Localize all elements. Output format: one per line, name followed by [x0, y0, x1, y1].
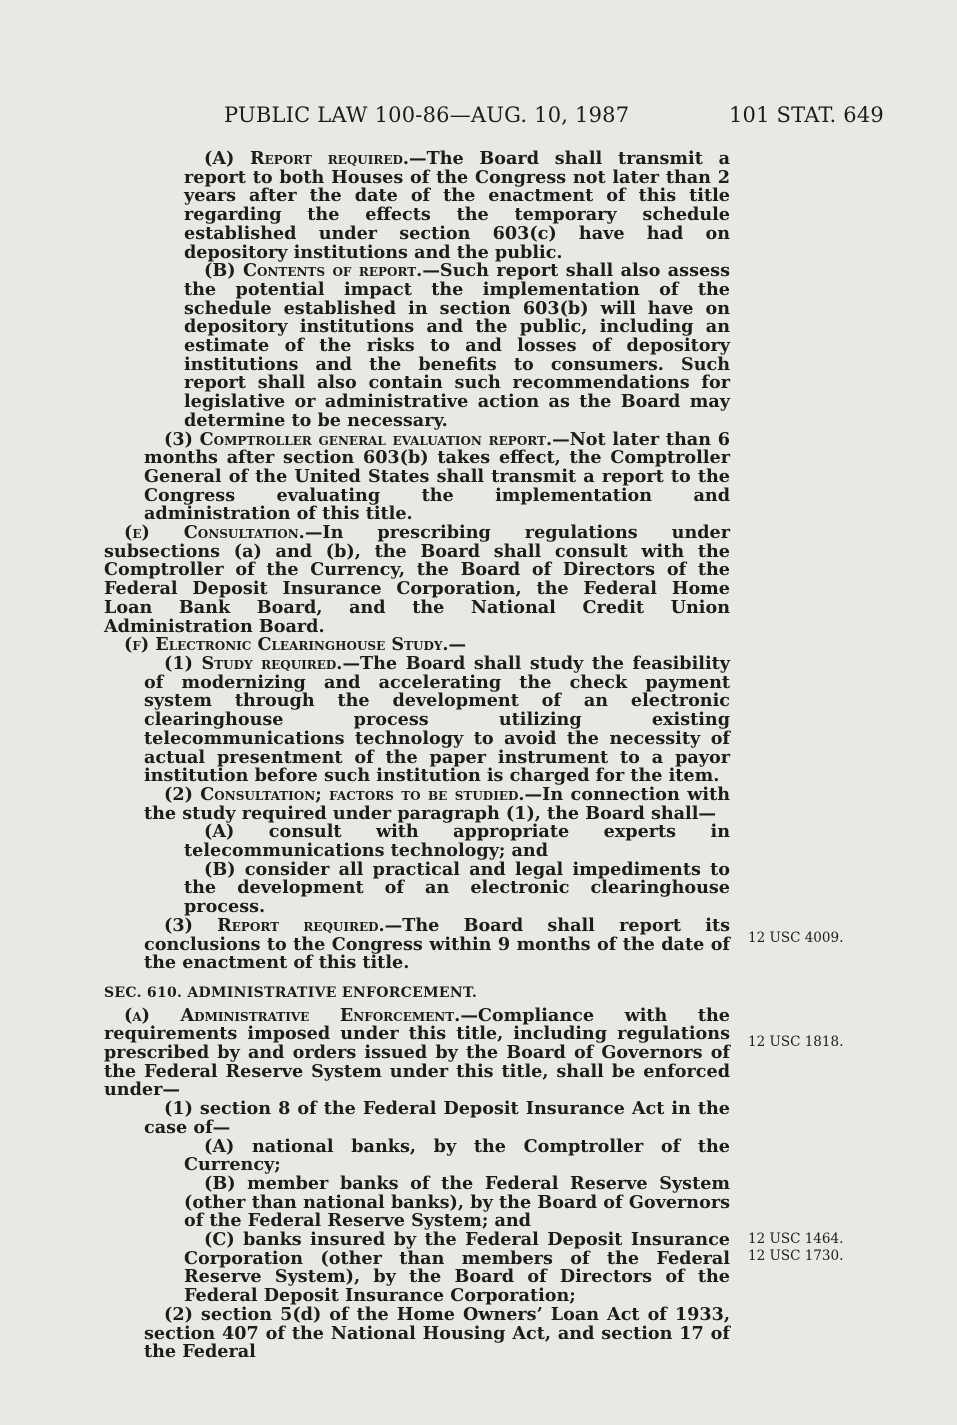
paragraph-1-fdic-act: (1) section 8 of the Federal Deposit Insurance Act in the case of— [144, 1098, 730, 1138]
paragraph-heading: (1) Study required. [164, 652, 343, 674]
statute-body [104, 150, 730, 1362]
paragraph-heading: (2) Consultation; factors to be studied. [164, 783, 525, 805]
subparagraph-text: —Such report shall also assess the potential impact the implementation of the schedule established in section 603(b) will have on depository institutions and the public, including an estimate of the risks to and losses of depository institutions and the benefits to consumers. Such report shall also contain such recommendations for legislative or administrative action as the Board may determine to be necessary. [184, 260, 730, 431]
paragraph-text: —The Board shall study the feasibility of modernizing and accelerating the check payment system through the development of an electronic clearinghouse process utilizing existing telecommunications technology to avoid the necessity of actual presentment of the paper instrument to a payor institution before such institution is charged for the item. [144, 652, 730, 787]
subsection-text: —Compliance with the requirements imposed under this title, including regulations prescribed by and orders issued by the Board of Governors of the Federal Reserve System under this title, shall be enforced under— [104, 1004, 730, 1101]
subparagraph-heading: (B) Contents of report. [204, 260, 423, 282]
running-head-title: PUBLIC LAW 100-86—AUG. 10, 1987 [224, 103, 630, 127]
clause-a-consult-experts: (A) consult with appropriate experts in telecommunications technology; and [184, 821, 730, 862]
paragraph-heading: (3) Report required. [164, 914, 385, 936]
paragraph-text: —The Board shall report its conclusions to the Congress within 9 months of the date of the enactment of this title. [144, 914, 730, 974]
margin-note-12-usc-1730: 12 USC 1730. [748, 1248, 844, 1264]
clause-c-insured-banks: (C) banks insured by the Federal Deposit Insurance Corporation (other than members of the Federal Reserve System), by the Board of Directors of the Federal Deposit Insurance Corporation; [184, 1229, 730, 1307]
paragraph-3-report-required [104, 914, 730, 974]
paragraph-text: —In connection with the study required under paragraph (1), the Board shall— [144, 783, 730, 824]
page-header [0, 103, 957, 133]
subparagraph-a-report-required [104, 150, 730, 262]
subsection-heading: (a) Administrative Enforcement. [124, 1004, 461, 1026]
subsection-a-administrative-enforcement [104, 1004, 730, 1101]
paragraph-heading: (3) Comptroller general evaluation report. [164, 428, 553, 450]
paragraph-text: —Not later than 6 months after section 603(b) takes effect, the Comptroller General of the United States shall transmit a report to the Congress evaluating the implementation and administration of this title. [144, 428, 731, 525]
paragraph-1-study-required [104, 652, 730, 787]
margin-note-12-usc-1464: 12 USC 1464. [748, 1231, 844, 1247]
subsection-text: —In prescribing regulations under subsections (a) and (b), the Board shall consult with the Comptroller of the Currency, the Board of Directors of the Federal Deposit Insurance Corporation, the Federal Home Loan Bank Board, and the National Credit Union Administration Board. [104, 522, 731, 637]
subsection-text: — [448, 634, 467, 656]
subparagraph-heading: (A) Report required. [204, 148, 410, 169]
clause-a-national-banks: (A) national banks, by the Comptroller of the Currency; [184, 1135, 730, 1176]
subsection-heading: (e) Consultation. [124, 522, 305, 544]
paragraph-2-home-owners-loan-act: (2) section 5(d) of the Home Owners’ Loan Act of 1933, section 407 of the National Housing Act, and section 17 of the Federal [144, 1303, 730, 1363]
section-heading: SEC. 610. ADMINISTRATIVE ENFORCEMENT. [104, 984, 478, 1001]
margin-note-12-usc-1818: 12 USC 1818. [748, 1034, 844, 1050]
subsection-heading: (f) Electronic Clearinghouse Study. [124, 634, 449, 656]
subparagraph-b-contents-of-report [104, 262, 730, 430]
paragraph-3-comptroller-evaluation [104, 428, 731, 525]
margin-note-12-usc-4009: 12 USC 4009. [748, 930, 844, 946]
statute-page-number: 101 STAT. 649 [729, 103, 884, 127]
paragraph-2-consultation-factors [104, 783, 730, 824]
subparagraph-text: —The Board shall transmit a report to both Houses of the Congress not later than 2 years after the date of the enactment of this title regarding the effects the temporary schedule established under section 603(c) have had on depository institutions and the public. [184, 148, 730, 263]
clause-b-consider-impediments: (B) consider all practical and legal impediments to the development of an electronic clearinghouse process. [184, 858, 730, 918]
subsection-e-consultation [104, 524, 730, 636]
clause-b-member-banks: (B) member banks of the Federal Reserve System (other than national banks), by the Board of Governors of the Federal Reserve System; and [184, 1172, 730, 1232]
